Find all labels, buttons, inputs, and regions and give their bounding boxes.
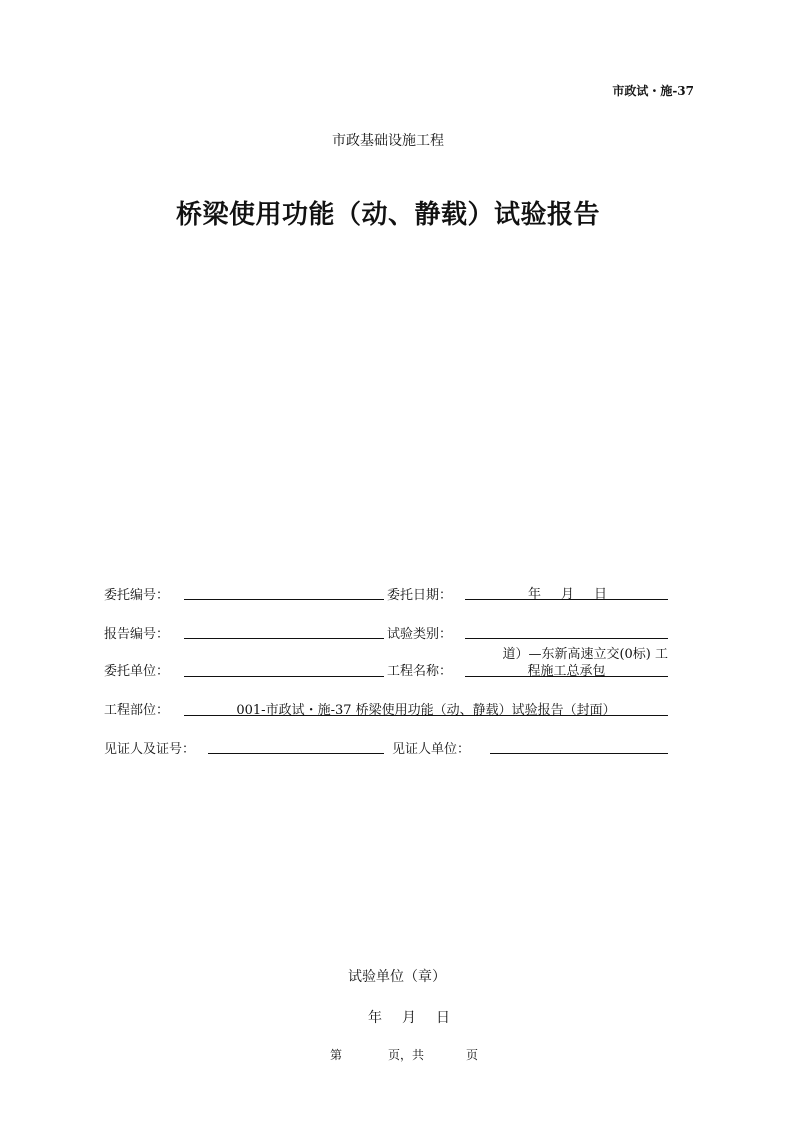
page-number [330, 1046, 478, 1063]
footer-date-day: 日 [436, 1010, 450, 1026]
project-name-line2: 程施工总承包 [527, 664, 606, 679]
entrust-no-field[interactable] [184, 599, 384, 600]
footer-date [368, 1007, 450, 1027]
witness-field[interactable] [208, 753, 384, 754]
entrust-date-month: 月 [561, 587, 575, 602]
entrust-no-label: 委托编号： [104, 588, 170, 603]
footer-date-month: 月 [402, 1010, 416, 1026]
report-no-field[interactable] [184, 638, 384, 639]
project-name-line1: 道）—东新高速立交(0标) 工 [502, 647, 668, 662]
entrust-unit-label: 委托单位： [104, 664, 170, 679]
test-type-field[interactable] [465, 638, 668, 639]
page-suffix: 页 [466, 1048, 479, 1062]
form-code: 市政试・施-37 [612, 84, 694, 98]
footer-date-year: 年 [368, 1010, 382, 1026]
entrust-unit-field[interactable] [184, 676, 384, 677]
entrust-date-value [528, 583, 607, 602]
report-title: 桥梁使用功能（动、静载）试验报告 [175, 200, 600, 230]
entrust-date-year: 年 [528, 587, 542, 602]
witness-label: 见证人及证号： [104, 742, 196, 757]
test-type-label: 试验类别： [387, 627, 453, 642]
project-name-label: 工程名称： [387, 664, 453, 679]
test-unit-seal-label: 试验单位（章） [348, 969, 446, 985]
page-prefix: 第 [330, 1048, 343, 1062]
project-part-value: 001-市政试・施-37 桥梁使用功能（动、静载）试验报告（封面） [236, 703, 616, 718]
organization-heading: 市政基础设施工程 [332, 133, 444, 149]
entrust-date-label: 委托日期： [387, 588, 453, 603]
project-part-label: 工程部位： [104, 703, 170, 718]
project-name-field[interactable] [465, 676, 668, 677]
witness-unit-field[interactable] [490, 753, 668, 754]
report-no-label: 报告编号： [104, 627, 170, 642]
witness-unit-label: 见证人单位： [392, 742, 471, 757]
page-mid: 页，共 [388, 1048, 425, 1062]
project-part-field[interactable] [184, 715, 668, 716]
entrust-date-day: 日 [594, 587, 608, 602]
